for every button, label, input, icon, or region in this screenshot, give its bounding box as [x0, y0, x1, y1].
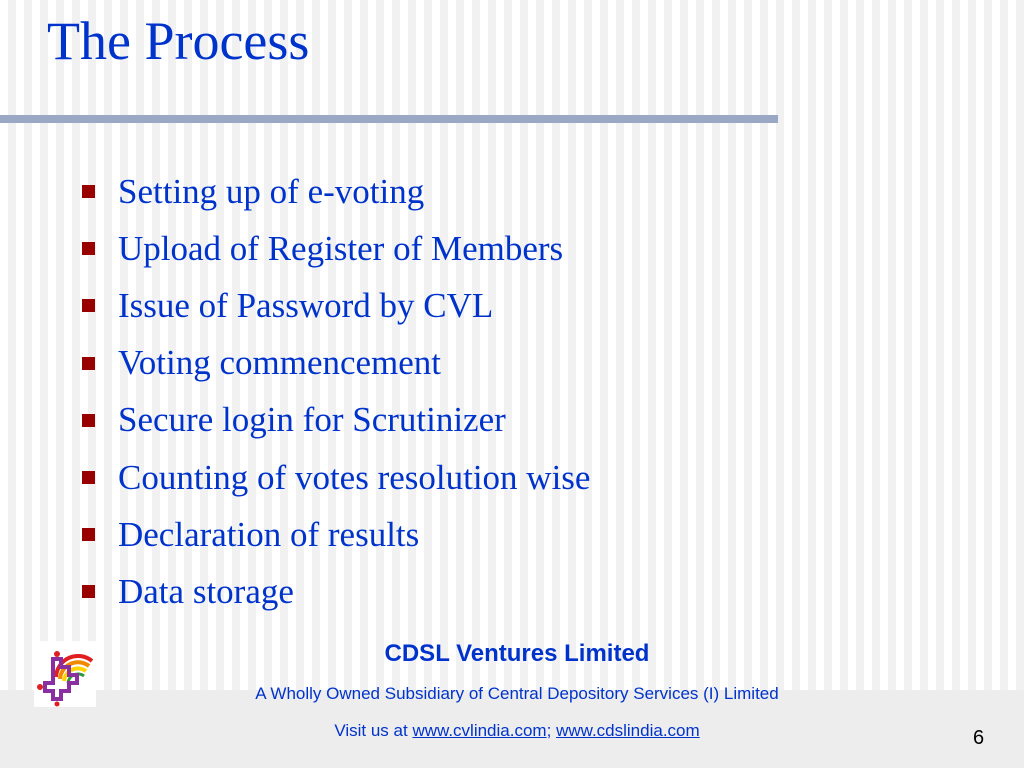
bullet-marker — [82, 585, 95, 598]
cdslindia-link[interactable]: www.cdslindia.com — [556, 721, 700, 740]
bullet-item — [82, 335, 590, 392]
company-name: CDSL Ventures Limited — [384, 640, 650, 667]
bullet-marker — [82, 414, 95, 427]
bullet-text: Setting up of e-voting — [118, 171, 425, 211]
bullet-item — [82, 563, 590, 620]
bullet-text: Upload of Register of Members — [118, 228, 564, 268]
bullet-item — [82, 220, 590, 277]
bullet-marker — [82, 185, 95, 198]
bullet-item — [82, 449, 590, 506]
bullet-marker — [82, 528, 95, 541]
bullet-item — [82, 277, 590, 334]
visit-prefix: Visit us at — [334, 721, 413, 740]
visit-line — [0, 721, 1024, 741]
bullet-item — [82, 506, 590, 563]
bullet-marker — [82, 299, 95, 312]
page-number: 6 — [973, 727, 985, 749]
bullet-item — [82, 392, 590, 449]
bullet-text: Issue of Password by CVL — [118, 285, 494, 325]
bullet-item — [82, 163, 590, 220]
cvlindia-link[interactable]: www.cvlindia.com — [412, 721, 547, 740]
bullet-text: Counting of votes resolution wise — [118, 457, 591, 497]
bullet-text: Voting commencement — [118, 343, 442, 383]
title-rule — [0, 115, 778, 123]
slide-title: The Process — [47, 11, 310, 71]
link-separator: ; — [546, 721, 552, 740]
bullet-marker — [82, 242, 95, 255]
bullet-text: Data storage — [118, 571, 294, 611]
company-subtitle: A Wholly Owned Subsidiary of Central Depository Services (I) Limited — [255, 684, 779, 703]
bullet-text: Declaration of results — [118, 514, 420, 554]
bullet-text: Secure login for Scrutinizer — [118, 400, 506, 440]
bullet-list — [82, 163, 590, 621]
bullet-marker — [82, 471, 95, 484]
bullet-marker — [82, 357, 95, 370]
